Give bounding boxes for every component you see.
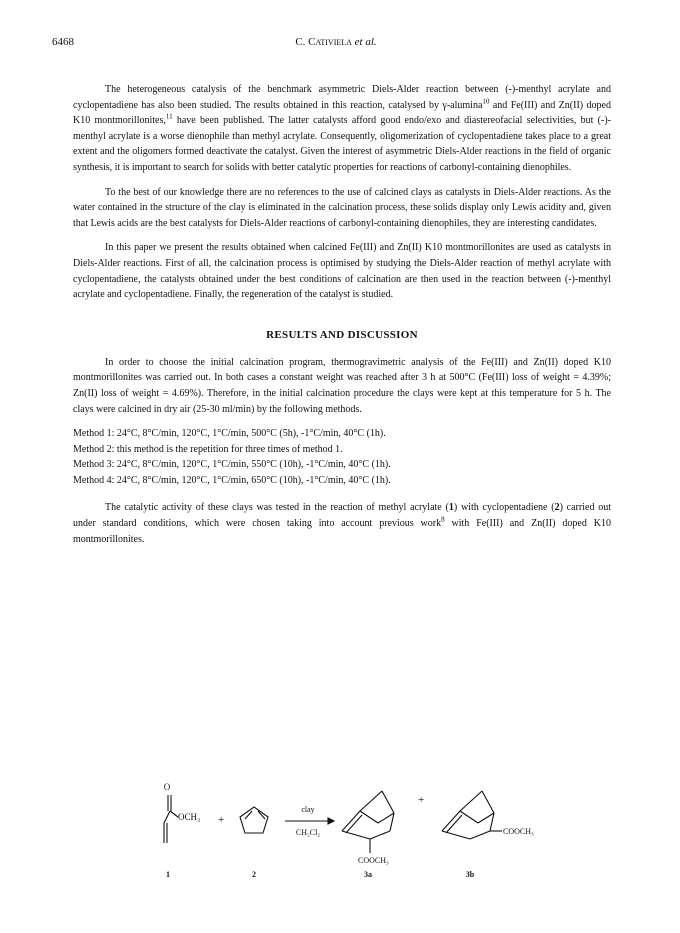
method-item: Method 1: 24°C, 8°C/min, 120°C, 1°C/min, 500°C (5h), -1°C/min, 40°C (1h). — [73, 428, 386, 440]
intro-paragraph-3: In this paper we present the results obtained when calcined Fe(III) and Zn(II) K10 montmorillonites are used as catalysts in Diels-Alder reactions. First of all, the calcination process is optimised by studying the Diels-Alder reaction of methyl acrylate with cyclopentadiene, the catalysts obtained under the best conditions of calcination are then used in the reaction between (-)-menthyl acrylate and cyclopentadiene. Finally, the regeneration of the catalyst is studied. — [73, 242, 611, 301]
article-body — [73, 82, 611, 556]
och3-label: OCH₃ — [178, 812, 201, 822]
method-item: Method 2: this method is the repetition for three times of method 1. — [73, 443, 343, 455]
oxygen-label: O — [163, 782, 171, 792]
solvent-label: CH₂Cl₂ — [295, 828, 321, 837]
citation-8: 8 — [441, 515, 445, 524]
cyclopentadiene-structure — [240, 807, 268, 833]
plus-sign: + — [218, 814, 225, 826]
plus-sign: + — [418, 794, 425, 806]
running-head-authors: C. Cativiela et al. — [295, 36, 377, 48]
calcination-methods-list — [73, 426, 611, 488]
cooch3-label-exo: COOCH₃ — [503, 827, 534, 836]
intro-paragraph-1: The heterogeneous catalysis of the benchmark asymmetric Diels-Alder reaction between (-)-menthyl acrylate and cyclopentadiene has also been studied. The results obtained in this reaction, catalysed by γ-alumina$^{10}$ and Fe(III) and Zn(II) doped K10 montmorillonites,$^{11}$ have been published. The latter catalysts afford good endo/exo and diastereofacial selectivities, but (-)-menthyl acrylate is a worse dienophile than methyl acrylate. Consequently, oligomerization of cyclopentadiene takes place to a great extent and the oligomers formed deactivate the catalyst. Given the interest of asymmetric Diels-Alder reactions in the field of organic synthesis, it is important to search for solids with better catalytic properties for reactions of carbonyl-containing dienophiles. — [73, 84, 611, 173]
intro-paragraph-2: To the best of our knowledge there are no references to the use of calcined clays as catalysts in Diels-Alder reactions. As the water contained in the structure of the clay is eliminated in the calcination process, these solids display only Lewis acidity and, given that Lewis acids are the best catalysts for Diels-Alder reactions of carbonyl-containing dienophiles, they are interesting candidates. — [73, 186, 611, 229]
method-item: Method 4: 24°C, 8°C/min, 120°C, 1°C/min, 650°C (10h), -1°C/min, 40°C (1h). — [73, 474, 391, 486]
reaction-scheme-drawing — [120, 773, 560, 883]
compound-label: 1 — [166, 870, 170, 879]
page-header — [52, 36, 620, 52]
results-paragraph: In order to choose the initial calcination program, thermogravimetric analysis of the Fe(III) and Zn(II) doped K10 montmorillonites was carried out. In both cases a constant weight was reached after 3 h at 500°C (Fe(III) loss of weight = 4.39%; Zn(II) loss of weight = 4.69%). Therefore, in the initial calcination procedure the clays were kept at this temperature for 5 h. The clays were calcined in dry air (25-30 ml/min) by the following methods. — [73, 356, 611, 415]
reaction-scheme — [120, 773, 560, 883]
citation-11: 11 — [165, 112, 173, 121]
page-number: 6468 — [52, 36, 74, 48]
cooch3-label-endo: COOCH₃ — [358, 856, 389, 865]
compound-label: 3b — [465, 870, 475, 879]
section-heading: RESULTS AND DISCUSSION — [266, 328, 418, 341]
catalyst-label: clay — [301, 805, 315, 814]
catalytic-activity-paragraph: The catalytic activity of these clays was tested in the reaction of methyl acrylate (1) with cyclopentadiene (2) carried out under standard conditions, which were chosen taking into account previous work$^8$ with Fe(III) and Zn(II) doped K10 montmorillonites. — [73, 502, 611, 545]
method-item: Method 3: 24°C, 8°C/min, 120°C, 1°C/min, 550°C (10h), -1°C/min, 40°C (1h). — [73, 459, 391, 471]
compound-label: 3a — [364, 870, 372, 879]
citation-10: 10 — [482, 97, 490, 106]
compound-label: 2 — [252, 870, 256, 879]
reaction-arrow — [285, 805, 334, 837]
methyl-acrylate-structure — [164, 782, 200, 843]
endo-adduct-structure — [342, 791, 394, 865]
exo-adduct-structure — [442, 791, 534, 839]
